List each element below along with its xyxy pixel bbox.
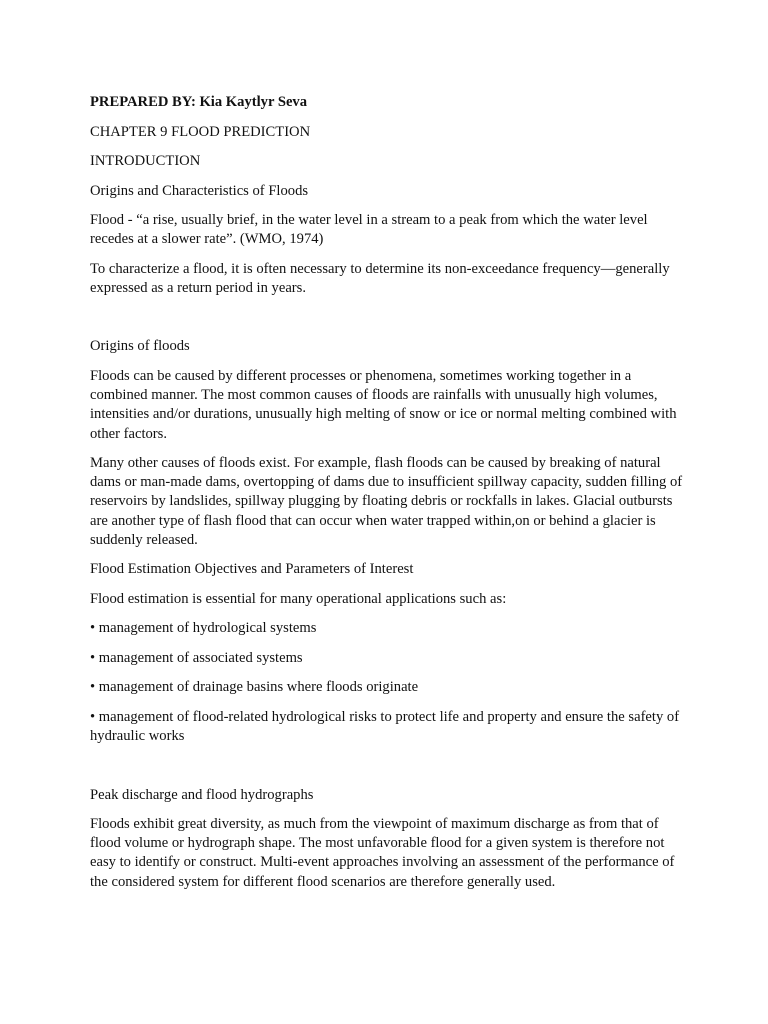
prepared-by-line: PREPARED BY: Kia Kaytlyr Seva xyxy=(90,94,308,110)
section-spacer xyxy=(90,308,686,337)
list-item: • management of flood-related hydrological risks to protect life and property and ensure the safety of hydraulic works xyxy=(90,708,680,745)
introduction-heading: INTRODUCTION xyxy=(90,153,201,169)
section-spacer xyxy=(90,757,686,786)
origins-paragraph: Floods can be caused by different processes or phenomena, sometimes working together in a combined manner. The most common causes of floods are rainfalls with unusually high volumes, intensities and/or durations, unusually high melting of snow or ice or normal melting combined with other factors. xyxy=(90,367,677,442)
chapter-title: CHAPTER 9 FLOOD PREDICTION xyxy=(90,123,311,140)
document-page xyxy=(90,93,686,902)
list-item: • management of associated systems xyxy=(90,649,303,666)
flood-definition-paragraph: Flood - “a rise, usually brief, in the water level in a stream to a peak from which the water level recedes at a slower rate”. (WMO, 1974) xyxy=(90,212,648,248)
origins-characteristics-heading: Origins and Characteristics of Floods xyxy=(90,182,309,199)
list-item: • management of drainage basins where floods originate xyxy=(90,679,419,696)
objectives-heading: Flood Estimation Objectives and Parameters of Interest xyxy=(90,561,414,578)
origins-heading: Origins of floods xyxy=(90,338,190,355)
characterize-paragraph: To characterize a flood, it is often necessary to determine its non-exceedance frequency—generally expressed as a return period in years. xyxy=(90,260,670,296)
peak-discharge-paragraph: Floods exhibit great diversity, as much from the viewpoint of maximum discharge as from that of flood volume or hydrograph shape. The most unfavorable flood for a given system is therefore not easy to identify or construct. Multi-event approaches involving an assessment of the performance of the considered system for different flood scenarios are therefore generally used. xyxy=(90,816,675,890)
other-causes-paragraph: Many other causes of floods exist. For example, flash floods can be caused by breaking of natural dams or man-made dams, overtopping of dams due to insufficient spillway capacity, sudden filling of reservoirs by landslides, spillway plugging by floating debris or rockfalls in lakes. Glacial outbursts are another type of flash flood that can occur when water trapped within,on or behind a glacier is suddenly released. xyxy=(90,455,683,548)
list-item: • management of hydrological systems xyxy=(90,620,317,637)
peak-discharge-heading: Peak discharge and flood hydrographs xyxy=(90,786,314,803)
objectives-intro: Flood estimation is essential for many operational applications such as: xyxy=(90,590,507,607)
